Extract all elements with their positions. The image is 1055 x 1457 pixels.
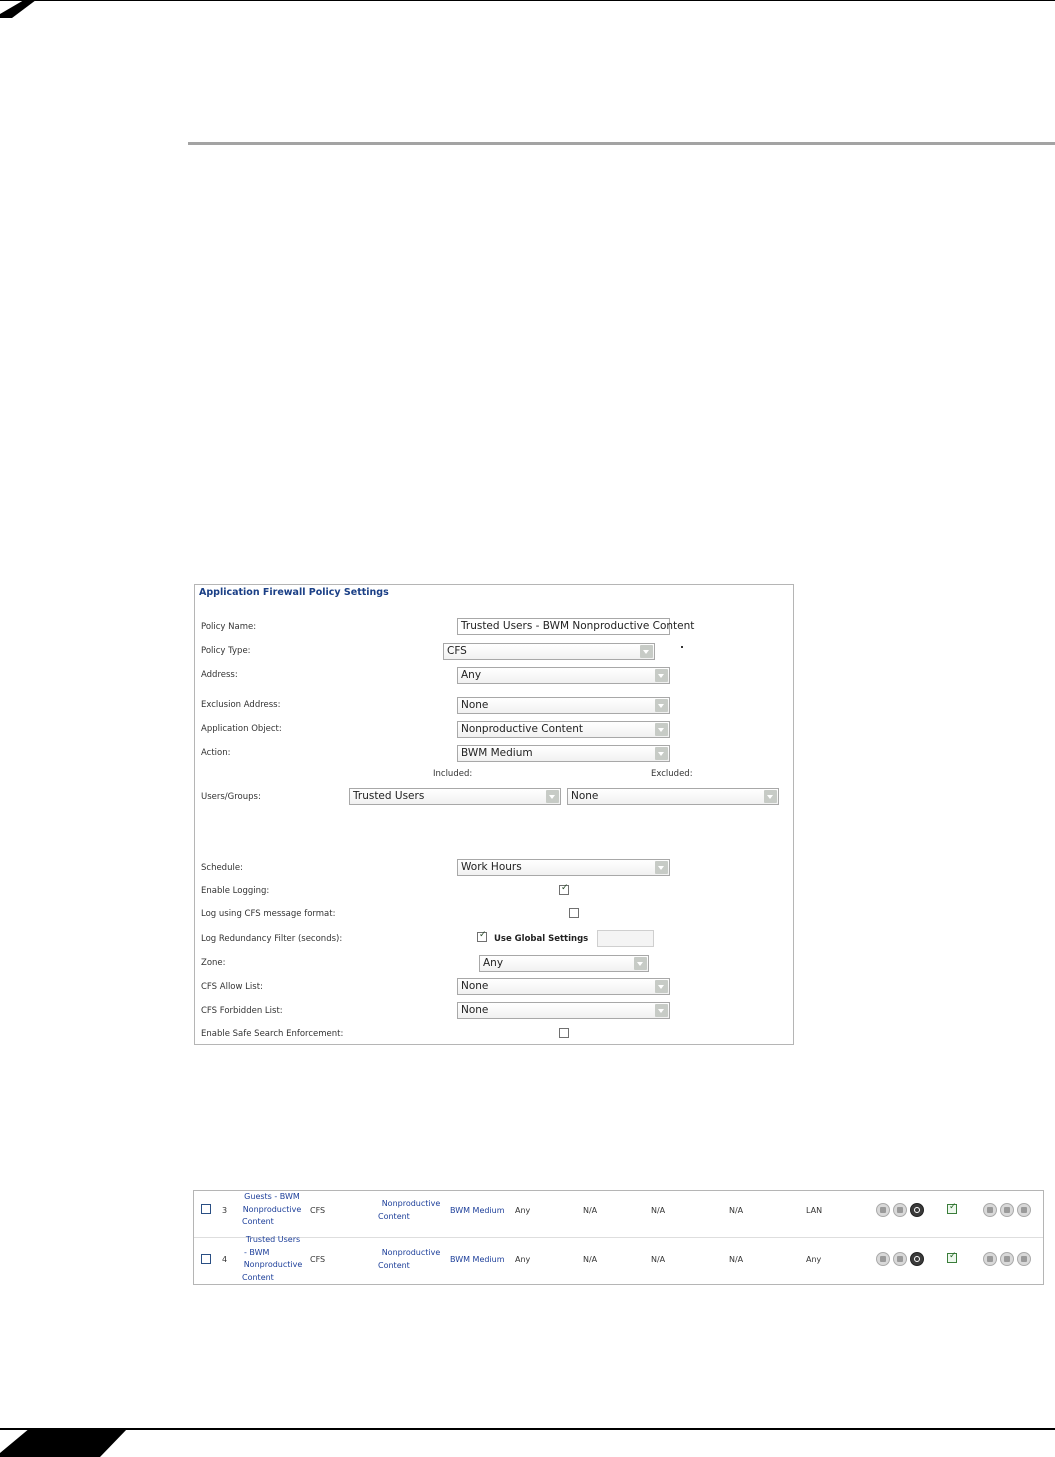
users-excluded-value: None bbox=[571, 790, 599, 802]
policy-type-label: Policy Type: bbox=[201, 646, 251, 656]
stats-icon[interactable] bbox=[983, 1252, 997, 1266]
policy-number: 3 bbox=[222, 1206, 228, 1215]
zone-select[interactable] bbox=[479, 955, 649, 972]
delete-icon[interactable] bbox=[1017, 1252, 1031, 1266]
app-object-line: Content bbox=[378, 1260, 410, 1270]
safe-search-label: Enable Safe Search Enforcement: bbox=[201, 1029, 344, 1039]
policy-name-line: - BWM bbox=[244, 1247, 270, 1257]
cfs-allow-value: None bbox=[461, 980, 489, 992]
cfs-forbidden-select[interactable] bbox=[457, 1002, 670, 1019]
policy-type-cell: CFS bbox=[310, 1206, 326, 1215]
exclusion-address-select[interactable] bbox=[457, 697, 670, 714]
chevron-down-icon bbox=[655, 980, 668, 993]
action-value: BWM Medium bbox=[461, 747, 533, 759]
chevron-down-icon bbox=[764, 790, 777, 803]
na-cell: N/A bbox=[583, 1255, 598, 1264]
address-select[interactable] bbox=[457, 667, 670, 684]
address-cell: Any bbox=[515, 1255, 531, 1264]
exclusion-address-label: Exclusion Address: bbox=[201, 700, 281, 710]
delete-icon[interactable] bbox=[1017, 1203, 1031, 1217]
policy-name-line: Nonproductive bbox=[242, 1204, 302, 1214]
address-value: Any bbox=[461, 669, 482, 681]
chevron-down-icon bbox=[655, 1004, 668, 1017]
edit-icon[interactable] bbox=[1000, 1252, 1014, 1266]
users-excluded-select[interactable] bbox=[567, 788, 779, 805]
section-rule bbox=[188, 142, 1055, 145]
zone-cell: LAN bbox=[806, 1206, 823, 1215]
row-select-checkbox[interactable] bbox=[201, 1254, 211, 1264]
edit-icon[interactable] bbox=[1000, 1203, 1014, 1217]
policy-name-line: Nonproductive bbox=[243, 1260, 303, 1270]
page-top-line bbox=[0, 0, 1055, 1]
users-included-value: Trusted Users bbox=[353, 790, 425, 802]
users-groups-label: Users/Groups: bbox=[201, 792, 261, 802]
policy-name-line: Content bbox=[242, 1273, 274, 1283]
users-included-select[interactable] bbox=[349, 788, 561, 805]
schedule-select[interactable] bbox=[457, 859, 670, 876]
use-global-settings-label: Use Global Settings bbox=[494, 934, 589, 944]
application-object-select[interactable] bbox=[457, 721, 670, 738]
policy-name-label: Policy Name: bbox=[201, 622, 257, 632]
page-bottom-line bbox=[0, 1428, 1055, 1430]
policy-name-input[interactable]: Trusted Users - BWM Nonproductive Content bbox=[457, 618, 670, 635]
policy-name-line: Trusted Users bbox=[245, 1235, 301, 1244]
na-cell: N/A bbox=[651, 1206, 666, 1215]
zone-value: Any bbox=[483, 957, 504, 969]
address-cell: Any bbox=[515, 1206, 531, 1215]
policy-name-link[interactable] bbox=[238, 1191, 306, 1229]
app-object-line: Nonproductive bbox=[381, 1199, 441, 1208]
chevron-down-icon bbox=[655, 747, 668, 760]
policy-name-link[interactable] bbox=[238, 1234, 308, 1285]
exclusion-address-value: None bbox=[461, 699, 489, 711]
dot-marker bbox=[681, 646, 683, 648]
schedule-value: Work Hours bbox=[461, 861, 522, 873]
stats-icon[interactable] bbox=[983, 1203, 997, 1217]
chevron-down-icon bbox=[546, 790, 559, 803]
row-divider bbox=[194, 1237, 1043, 1238]
user-icon bbox=[876, 1252, 890, 1266]
log-cfs-format-checkbox[interactable] bbox=[569, 908, 579, 918]
enable-checkbox[interactable] bbox=[947, 1204, 957, 1214]
policy-number: 4 bbox=[222, 1255, 228, 1264]
policy-name-line: Content bbox=[242, 1217, 274, 1227]
action-label: Action: bbox=[201, 748, 231, 758]
chevron-down-icon bbox=[655, 669, 668, 682]
list-icon bbox=[893, 1252, 907, 1266]
policy-type-select[interactable] bbox=[443, 643, 655, 660]
chevron-down-icon bbox=[640, 645, 653, 658]
policy-type-value: CFS bbox=[447, 645, 467, 657]
enable-checkbox[interactable] bbox=[947, 1253, 957, 1263]
cfs-forbidden-label: CFS Forbidden List: bbox=[201, 1006, 283, 1016]
action-link[interactable]: BWM Medium bbox=[450, 1255, 505, 1264]
application-object-label: Application Object: bbox=[201, 724, 282, 734]
cfs-allow-select[interactable] bbox=[457, 978, 670, 995]
chevron-down-icon bbox=[655, 723, 668, 736]
app-object-line: Nonproductive bbox=[381, 1248, 441, 1257]
chevron-down-icon bbox=[655, 861, 668, 874]
address-label: Address: bbox=[201, 670, 238, 680]
corner-tab-bottom bbox=[0, 1428, 130, 1457]
log-cfs-format-label: Log using CFS message format: bbox=[201, 909, 336, 919]
user-icon bbox=[876, 1203, 890, 1217]
log-redundancy-label: Log Redundancy Filter (seconds): bbox=[201, 934, 343, 944]
enable-logging-label: Enable Logging: bbox=[201, 886, 270, 896]
safe-search-checkbox[interactable] bbox=[559, 1028, 569, 1038]
na-cell: N/A bbox=[729, 1206, 744, 1215]
zone-cell: Any bbox=[806, 1255, 822, 1264]
application-object-link[interactable] bbox=[376, 1247, 446, 1272]
panel-title: Application Firewall Policy Settings bbox=[199, 587, 389, 598]
na-cell: N/A bbox=[651, 1255, 666, 1264]
application-object-value: Nonproductive Content bbox=[461, 723, 584, 735]
na-cell: N/A bbox=[583, 1206, 598, 1215]
use-global-settings-checkbox[interactable] bbox=[477, 932, 487, 942]
clock-icon bbox=[910, 1252, 924, 1266]
action-select[interactable] bbox=[457, 745, 670, 762]
cfs-forbidden-value: None bbox=[461, 1004, 489, 1016]
clock-icon bbox=[910, 1203, 924, 1217]
schedule-label: Schedule: bbox=[201, 863, 243, 873]
zone-label: Zone: bbox=[201, 958, 226, 968]
policy-name-line: Guests - BWM bbox=[244, 1192, 300, 1201]
enable-logging-checkbox[interactable] bbox=[559, 885, 569, 895]
excluded-label: Excluded: bbox=[651, 769, 693, 779]
corner-tab-top bbox=[0, 0, 40, 18]
app-object-line: Content bbox=[378, 1211, 410, 1221]
policy-type-cell: CFS bbox=[310, 1255, 326, 1264]
chevron-down-icon bbox=[634, 957, 647, 970]
chevron-down-icon bbox=[655, 699, 668, 712]
action-link[interactable]: BWM Medium bbox=[450, 1206, 505, 1215]
log-redundancy-input[interactable] bbox=[597, 930, 654, 947]
row-select-checkbox[interactable] bbox=[201, 1204, 211, 1214]
cfs-allow-label: CFS Allow List: bbox=[201, 982, 263, 992]
application-object-link[interactable] bbox=[376, 1198, 446, 1223]
included-label: Included: bbox=[433, 769, 473, 779]
list-icon bbox=[893, 1203, 907, 1217]
na-cell: N/A bbox=[729, 1255, 744, 1264]
